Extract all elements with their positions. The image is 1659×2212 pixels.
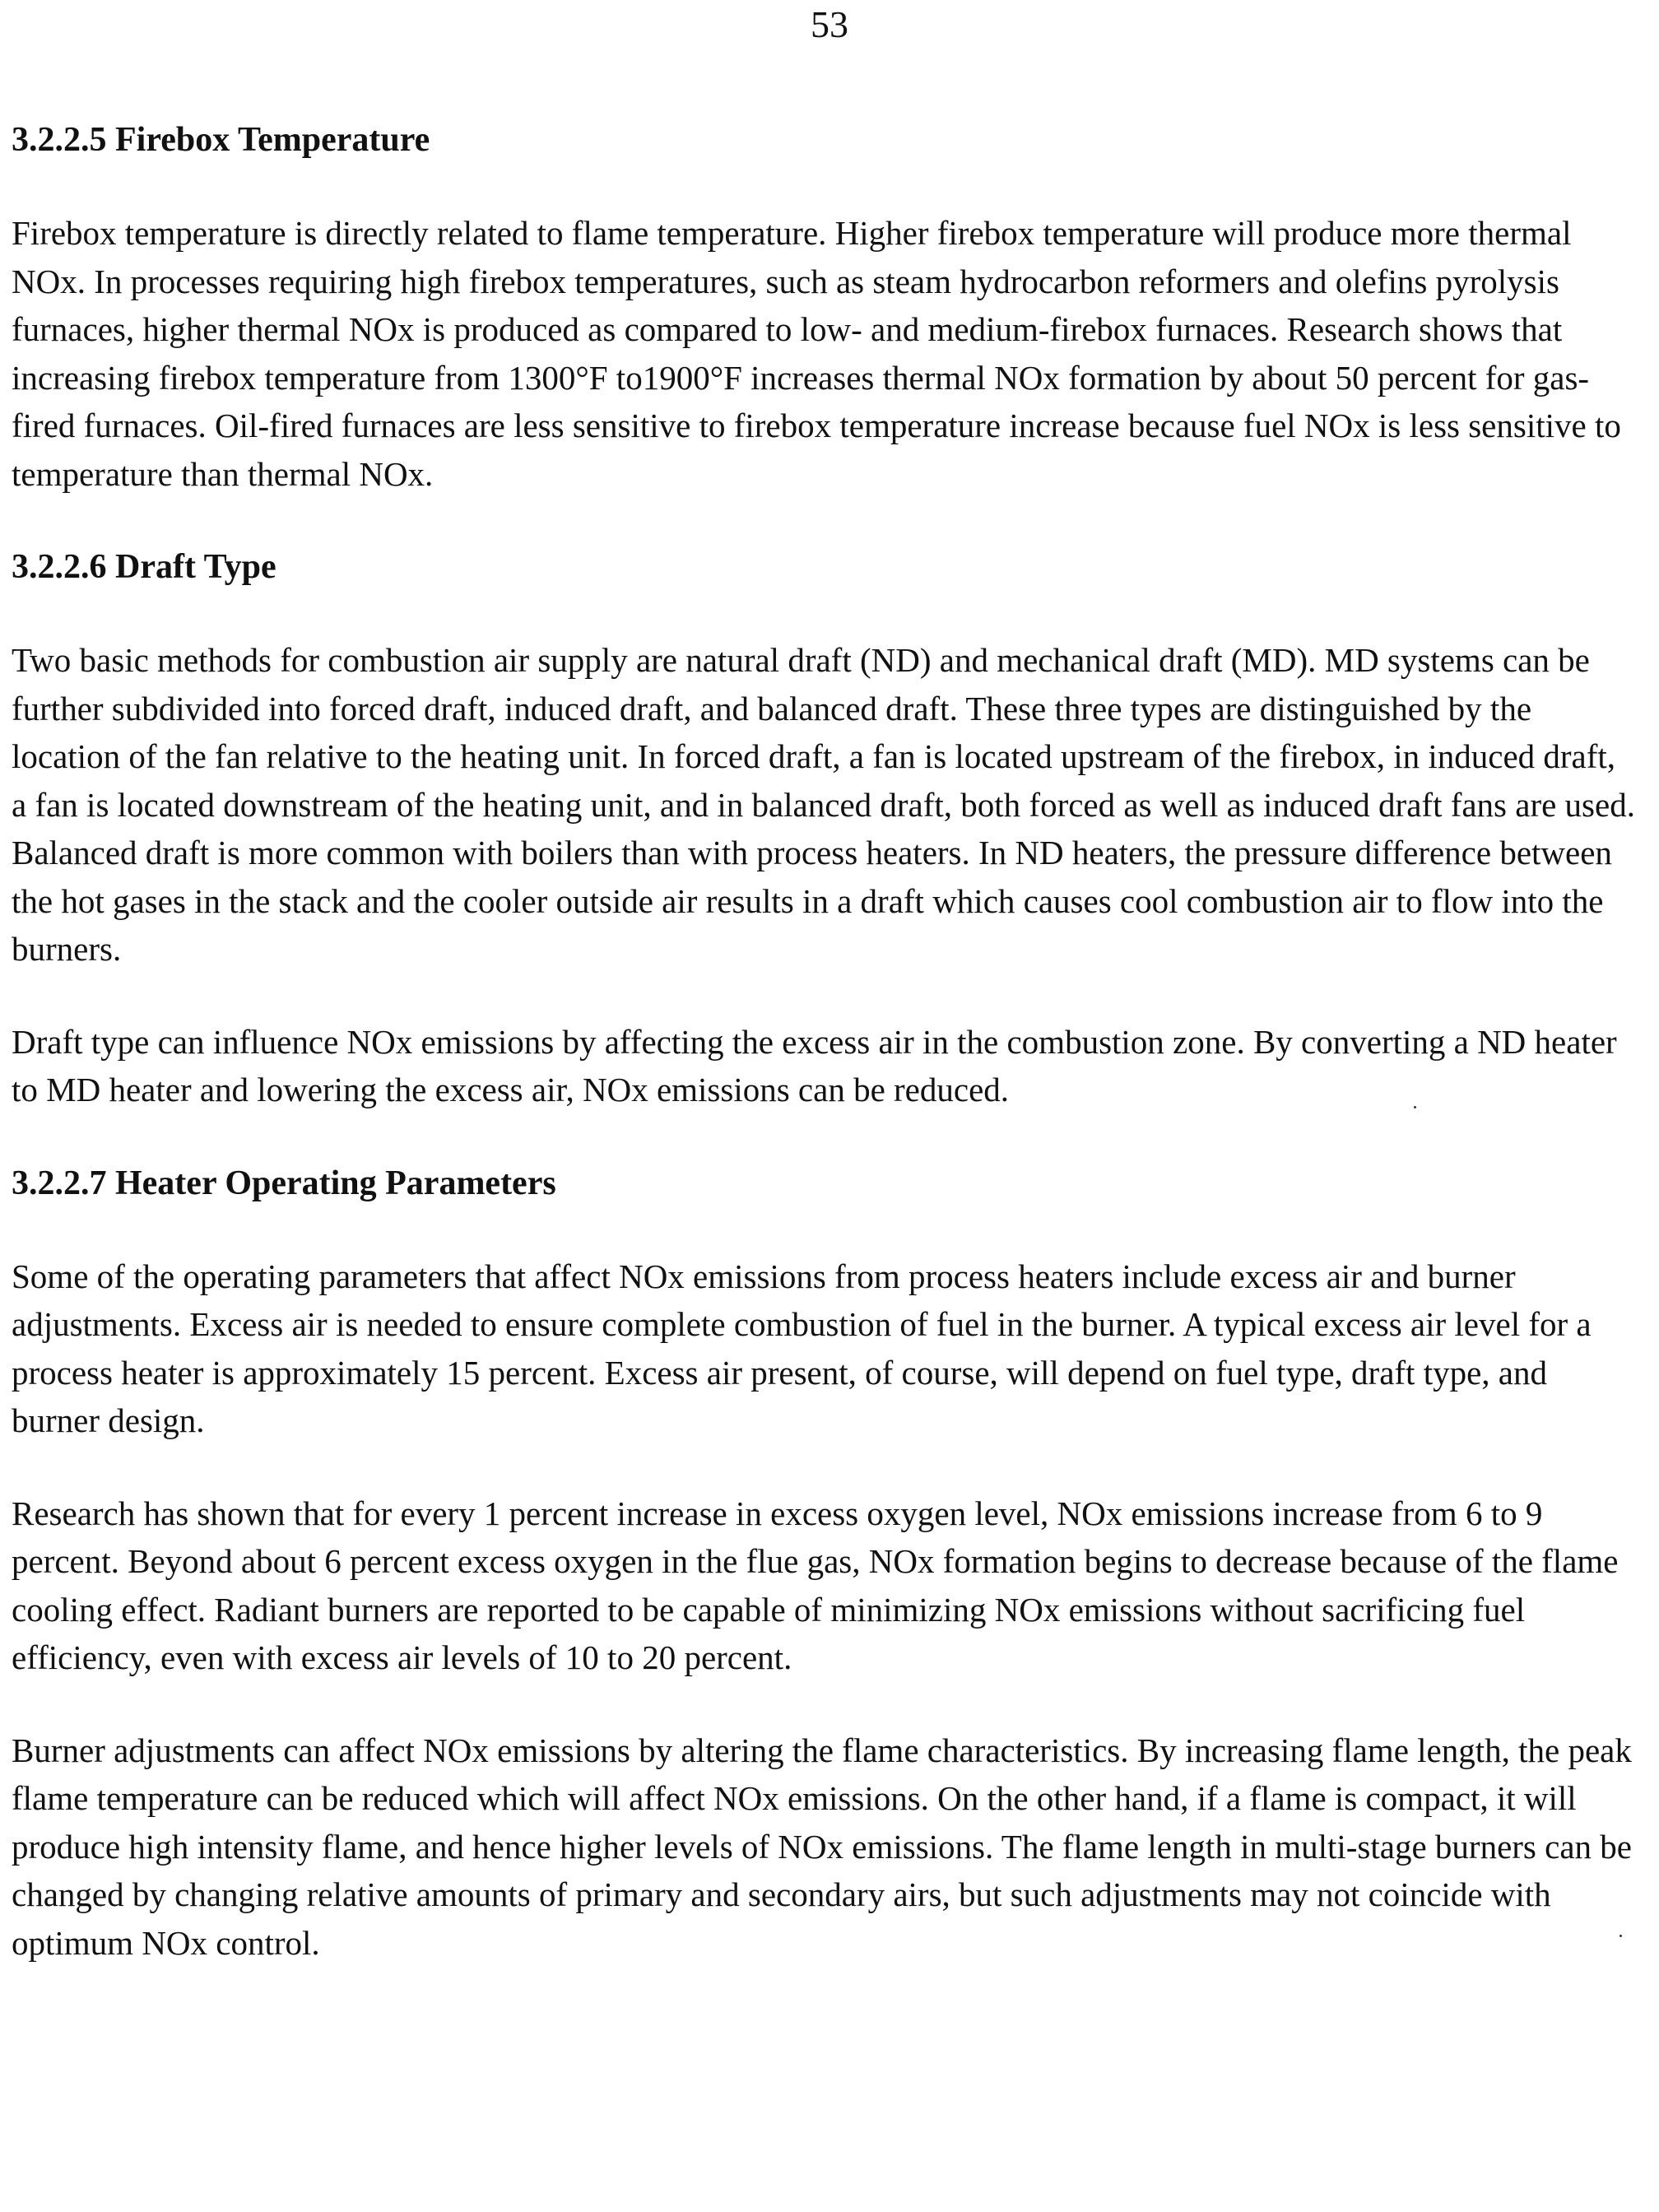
section-heater-operating-parameters [12,1159,1637,1968]
section-draft-type [12,542,1637,1114]
document-body [12,115,1637,2011]
section-heading: 3.2.2.7 Heater Operating Parameters [12,1164,556,1202]
paragraph: Some of the operating parameters that affect NOx emissions from process heaters include excess air and burner adjustments. Excess air is needed to ensure complete combustion of fuel in the burner. A typical excess air level for a process heater is approximately 15 percent. Excess air present, of course, will depend on fuel type, draft type, and burner design. [12,1257,1592,1439]
paragraph: Two basic methods for combustion air supply are natural draft (ND) and mechanical draft (MD). MD systems can be further subdivided into forced draft, induced draft, and balanced draft. These three types are distinguished by the location of the fan relative to the heating unit. In forced draft, a fan is located upstream of the firebox, in induced draft, a fan is located downstream of the heating unit, and in balanced draft, both forced as well as induced draft fans are used. Balanced draft is more common with boilers than with process heaters. In ND heaters, the pressure difference between the hot gases in the stack and the cooler outside air results in a draft which causes cool combustion air to flow into the burners. [12,641,1635,968]
paragraph: Research has shown that for every 1 percent increase in excess oxygen level, NOx emissions increase from 6 to 9 percent. Beyond about 6 percent excess oxygen in the flue gas, NOx formation begins to decrease because of the flame cooling effect. Radiant burners are reported to be capable of minimizing NOx emissions without sacrificing fuel efficiency, even with excess air levels of 10 to 20 percent. [12,1494,1619,1676]
paragraph: Burner adjustments can affect NOx emissions by altering the flame characteristics. By increasing flame length, the peak flame temperature can be reduced which will affect NOx emissions. On the other hand, if a flame is compact, it will produce high intensity flame, and hence higher levels of NOx emissions. The flame length in multi-stage burners can be changed by changing relative amounts of primary and secondary airs, but such adjustments may not coincide with optimum NOx control. [12,1731,1632,1962]
section-heading: 3.2.2.6 Draft Type [12,548,276,586]
scan-speck [1414,1106,1416,1108]
section-heading: 3.2.2.5 Firebox Temperature [12,121,430,159]
paragraph: Draft type can influence NOx emissions by affecting the excess air in the combustion zone. By converting a ND heater to MD heater and lowering the excess air, NOx emissions can be reduced. [12,1022,1617,1108]
paragraph: Firebox temperature is directly related to flame temperature. Higher firebox temperature will produce more thermal NOx. In processes requiring high firebox temperatures, such as steam hydrocarbon reformers and olefins pyrolysis furnaces, higher thermal NOx is produced as compared to low- and medium-firebox furnaces. Research shows that increasing firebox temperature from 1300°F to1900°F increases thermal NOx formation by about 50 percent for gas-fired furnaces. Oil-fired furnaces are less sensitive to firebox temperature increase because fuel NOx is less sensitive to temperature than thermal NOx. [12,214,1621,493]
page-number: 53 [811,3,848,45]
scan-speck [1620,1935,1622,1937]
section-firebox-temperature [12,115,1637,498]
